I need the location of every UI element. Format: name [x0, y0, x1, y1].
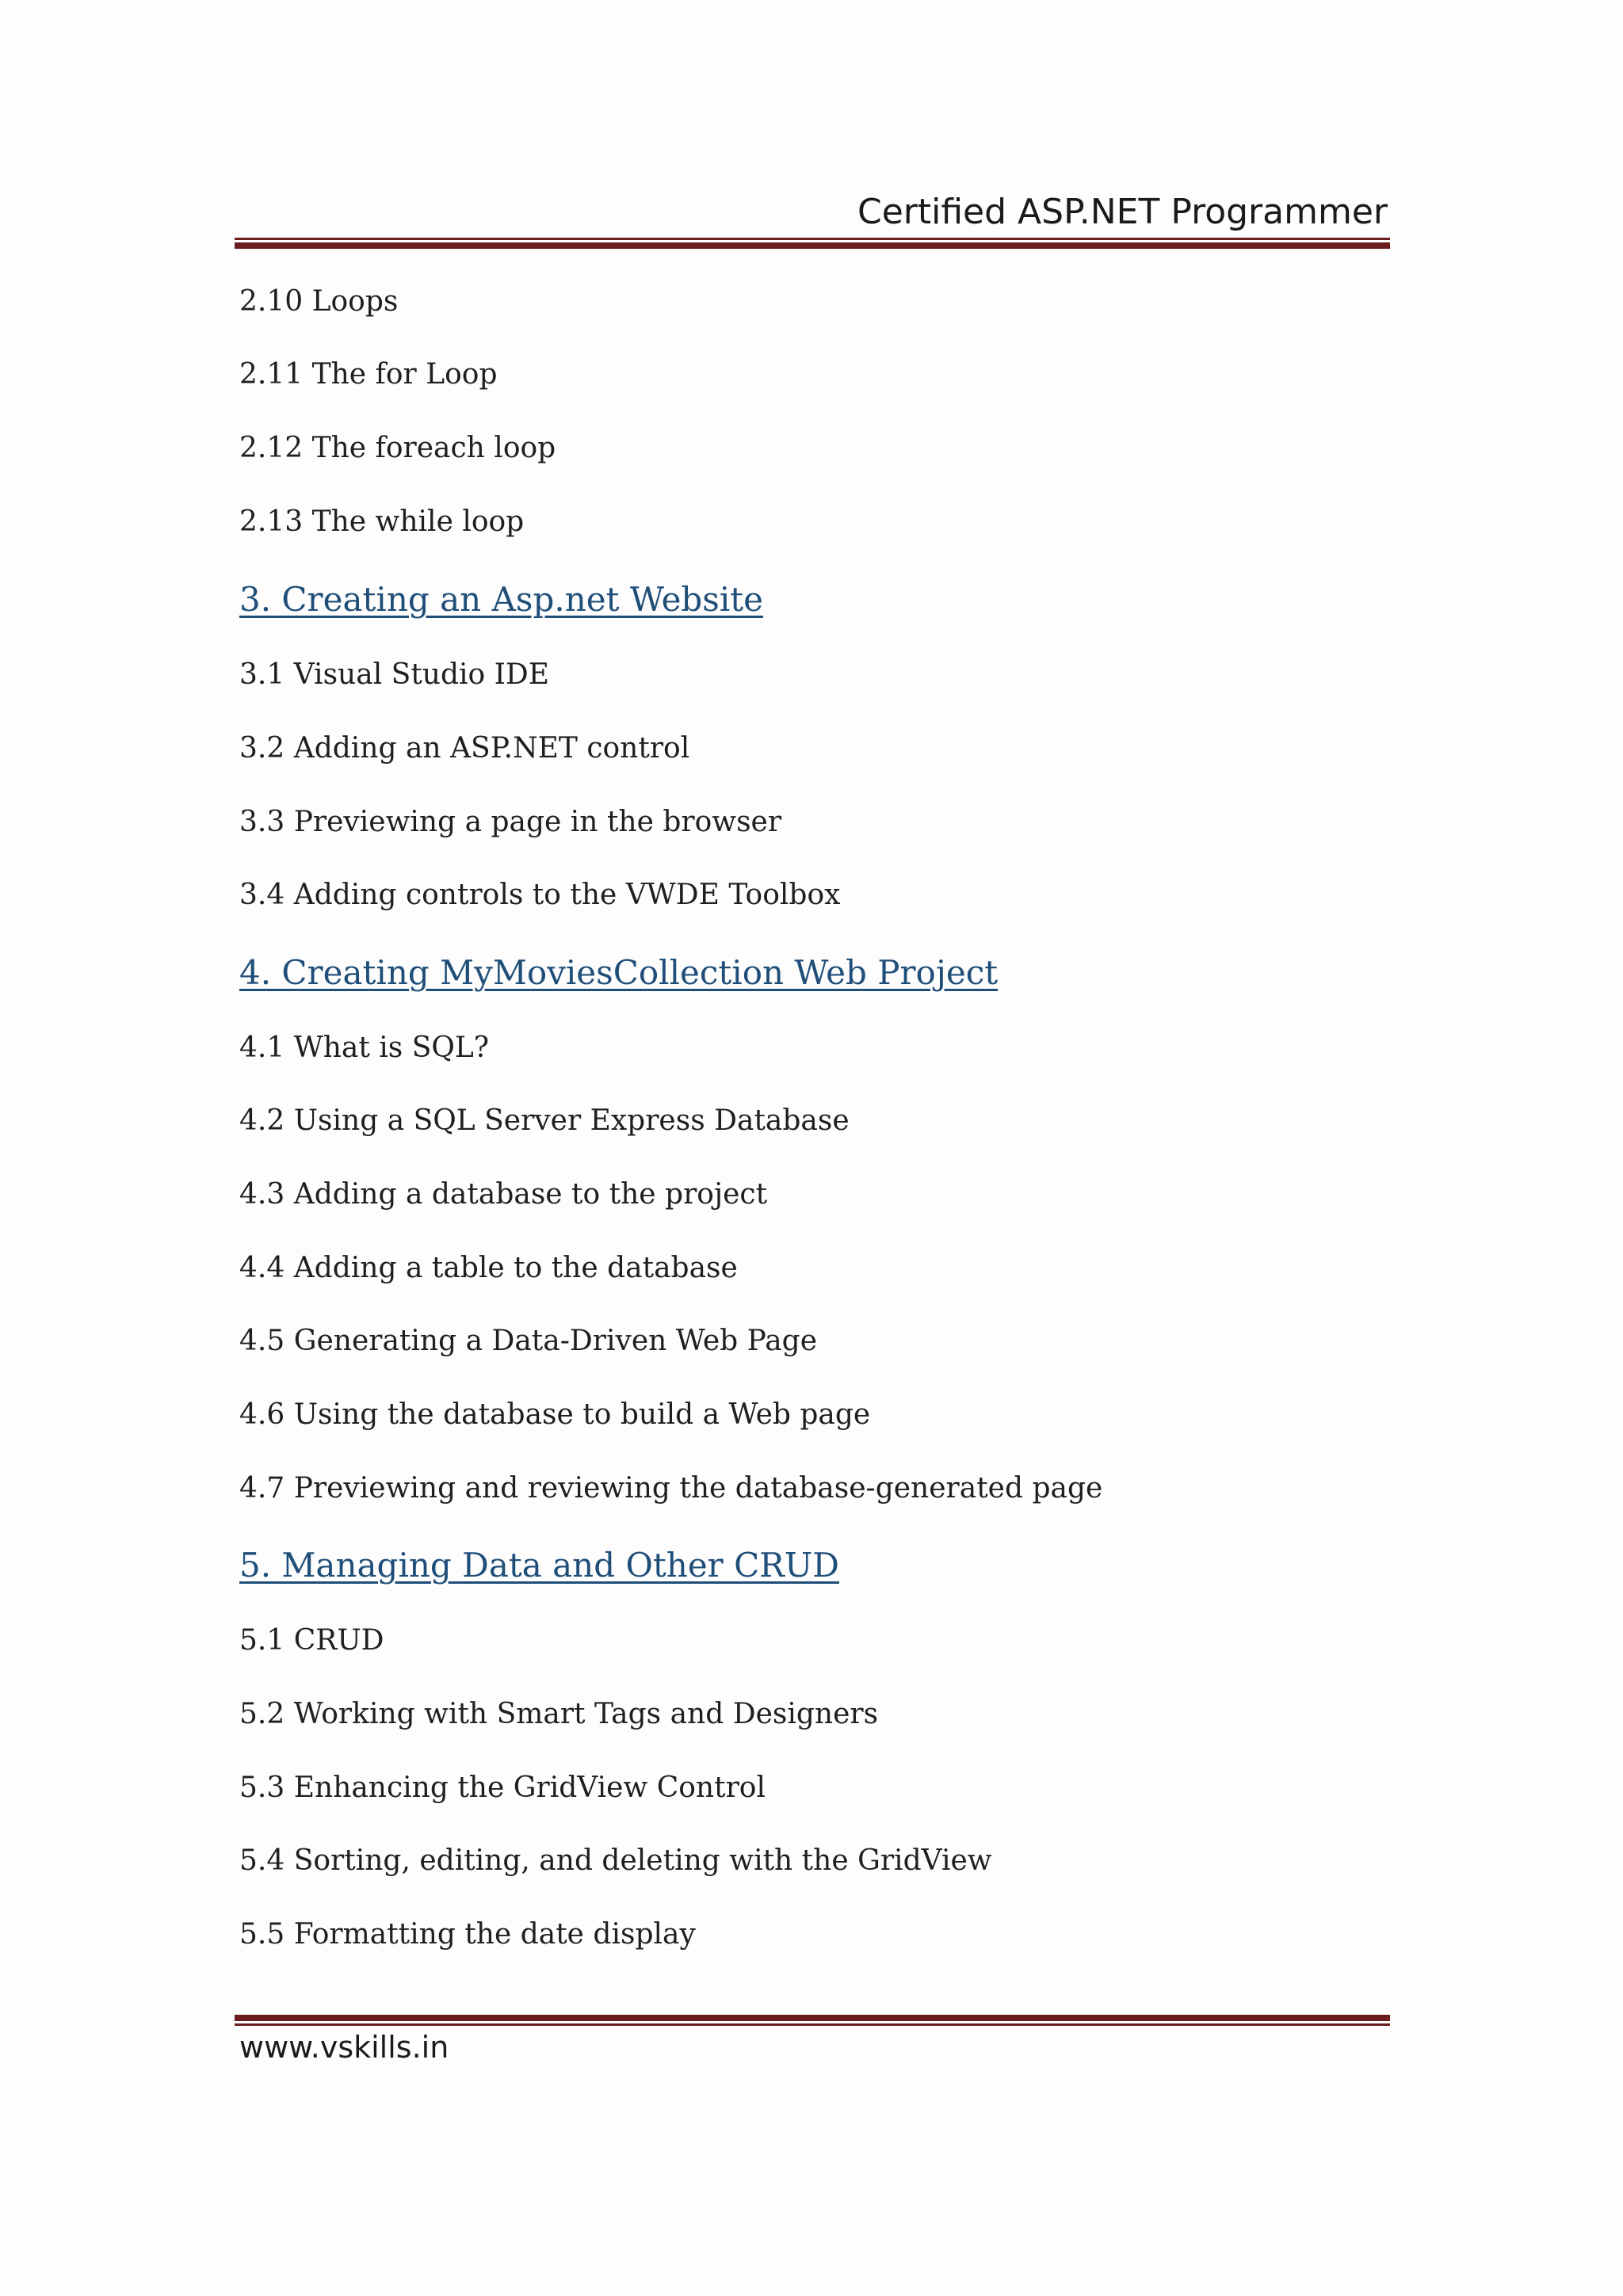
header-rule	[235, 238, 1390, 249]
toc-item: 2.12 The foreach loop	[239, 432, 556, 464]
toc-item: 4.3 Adding a database to the project	[239, 1178, 768, 1211]
footer-url: www.vskills.in	[239, 2030, 449, 2065]
toc-item: 3.3 Previewing a page in the browser	[239, 806, 782, 838]
toc-item: 4.6 Using the database to build a Web page	[239, 1398, 871, 1431]
toc-item: 4.7 Previewing and reviewing the database-generated page	[239, 1472, 1103, 1505]
toc-item: 3.2 Adding an ASP.NET control	[239, 732, 690, 765]
toc-item: 3.4 Adding controls to the VWDE Toolbox	[239, 879, 841, 911]
toc-item: 4.1 What is SQL?	[239, 1032, 490, 1064]
toc-item: 4.4 Adding a table to the database	[239, 1252, 738, 1284]
toc-item: 3.1 Visual Studio IDE	[239, 658, 550, 691]
toc-section-heading[interactable]: 5. Managing Data and Other CRUD	[239, 1546, 839, 1585]
toc-item: 2.13 The while loop	[239, 505, 525, 538]
page-header-title: Certified ASP.NET Programmer	[857, 192, 1388, 232]
toc-item: 5.3 Enhancing the GridView Control	[239, 1772, 766, 1804]
toc-item: 5.4 Sorting, editing, and deleting with the GridView	[239, 1844, 992, 1877]
toc-section-heading[interactable]: 4. Creating MyMoviesCollection Web Project	[239, 953, 999, 992]
toc-item: 5.1 CRUD	[239, 1624, 384, 1657]
toc-item: 2.11 The for Loop	[239, 358, 498, 391]
toc-section-heading[interactable]: 3. Creating an Asp.net Website	[239, 580, 764, 619]
footer-rule	[235, 2015, 1390, 2026]
toc-item: 4.5 Generating a Data-Driven Web Page	[239, 1325, 818, 1357]
toc-item: 4.2 Using a SQL Server Express Database	[239, 1104, 850, 1137]
toc-item: 2.10 Loops	[239, 285, 399, 318]
toc-item: 5.2 Working with Smart Tags and Designers	[239, 1698, 879, 1730]
toc-item: 5.5 Formatting the date display	[239, 1918, 696, 1951]
